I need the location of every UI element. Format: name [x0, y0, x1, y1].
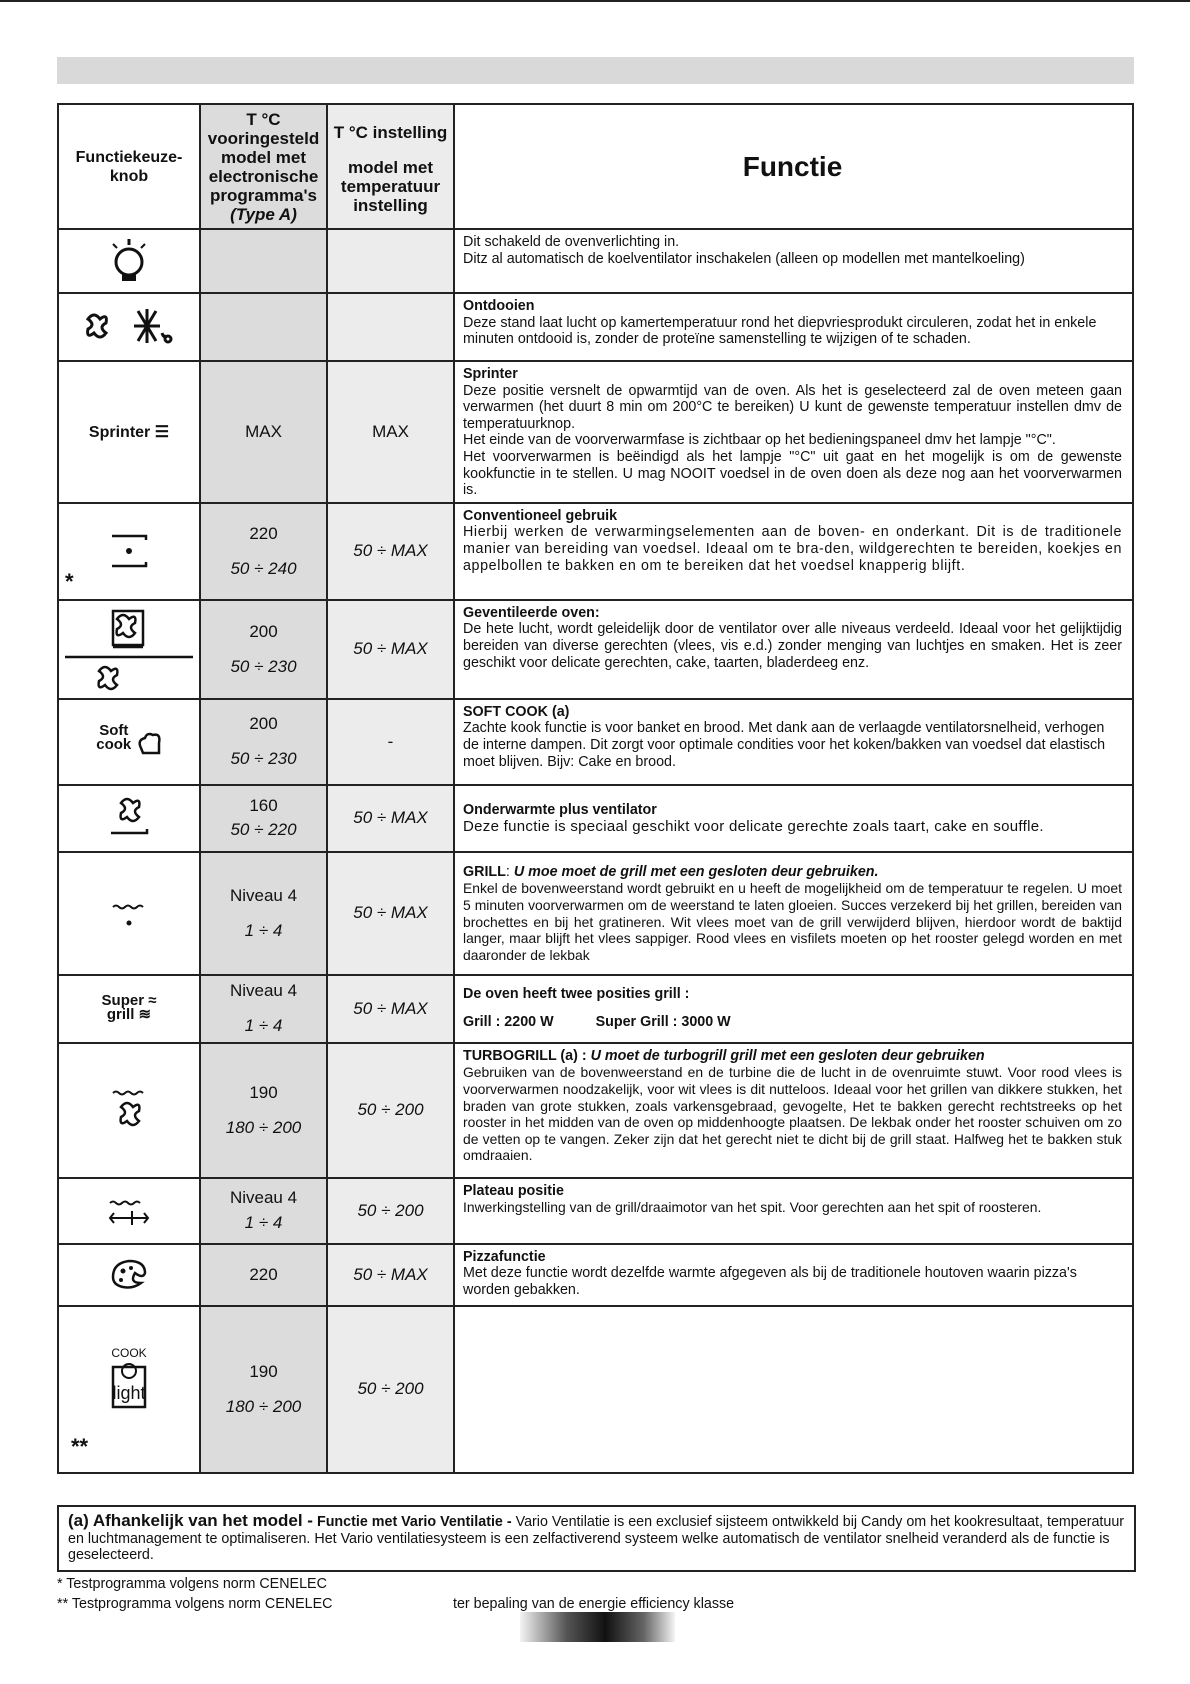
- function-table: [57, 103, 1134, 1474]
- header-setting-label: model met temperatuur instelling: [340, 158, 441, 215]
- footnote-2: ** Testprogramma volgens norm CENELEC: [57, 1596, 333, 1612]
- preset-range: 1 ÷ 4: [244, 1213, 283, 1233]
- row-text: Hierbij werken de verwarmingselementen aan de boven- en onderkant. Dit is de traditionele manier van bereiding van voedsel. Ideaal om te bra-den, wildgerechten te bereiden, koekjes en appelbollen te bakken en om te bereiken dat het voedsel knapperig blijft.: [463, 524, 1122, 574]
- table-row: [58, 975, 1133, 1043]
- footnote-1: * Testprogramma volgens norm CENELEC: [57, 1576, 327, 1592]
- note-text: Vario Ventilatie is een exclusief sijsteem ontwikkeld bij Candy om het kookresultaat, temperatuur en luchtmanagement te optimaliseren. Het Vario ventilatiesysteem is een zelfactiverend systeem welke automatisch de ventilator snelheid veranderd als de functie is geselecteerd.: [68, 1514, 1125, 1563]
- header-preset-type: (Type A): [230, 204, 297, 224]
- row-title-bold: TURBOGRILL (a) :: [463, 1047, 587, 1064]
- table-header-row: [58, 104, 1133, 229]
- row-text: Deze positie versnelt de opwarmtijd van de oven. Als het is geselecteerd zal de oven meteen gaan verwarmen (het duurt 8 min om 200°C te bereiken) U kunt de gewenste temperatuur instellen dmv de temperatuurknop. Het einde van de voorverwarmfase is zichtbaar op het bedieningspaneel dmv het lampje "°C". Het voorverwarmen is beëindigd als het lampje "°C" uit gaat en het mogelijk is om de gewenste kookfunctie in te stellen. U mag NOOIT voedsel in de oven doen als deze nog aan het voorverwarmen is.: [463, 382, 1122, 499]
- table-row: [58, 1043, 1133, 1178]
- setting-range: MAX: [372, 421, 409, 441]
- row-title-italic: U moet de turbogrill grill met een gesloten deur gebruiken: [590, 1047, 985, 1064]
- row-text: Deze stand laat lucht op kamertemperatuur rond het diepvriesprodukt circuleren, zodat het in enkele minuten ontdooid is, zonder de proteïne samenstelling te wijzigen of te schaden.: [463, 314, 1097, 348]
- table-row: [58, 1178, 1133, 1244]
- setting-range: 50 ÷ MAX: [353, 639, 428, 659]
- header-function: Functie: [454, 104, 1133, 229]
- row-title: [463, 1048, 1122, 1065]
- table-row: [58, 600, 1133, 699]
- setting-range: 50 ÷ MAX: [353, 541, 428, 561]
- row-text: Gebruiken van de bovenweerstand en de turbine die de lucht in de ovenruimte stuwt. Voor rood vlees is voorverwarmen noodzakelijk, voor wit vlees is dit nutteloos. Ideaal voor het grillen van dikkere stukken, het braden van grote stukken, zoals varkensgebraad, gevogelte, Het te bakken gerecht rechtstreeks op het rooster in het midden van de oven op middenhoogte plaatsen. De lekbak onder het rooster schuiven om zo de vetten op te vangen. Zeker zijn dat het gerecht niet te dicht bij de grill staat. Halfweg het te bakken stuk omdraaien.: [463, 1064, 1122, 1164]
- row-title-italic: U moe moet de grill met een gesloten deur gebruiken.: [513, 863, 879, 880]
- pizza-icon: [107, 1255, 151, 1295]
- lamp-icon: [107, 236, 151, 286]
- row-title: Sprinter: [463, 366, 518, 382]
- preset-range: 50 ÷ 230: [230, 656, 297, 676]
- table-row: [58, 293, 1133, 361]
- header-knob: Functiekeuze-knob: [58, 104, 200, 229]
- soft-cook-icon-label-2: cook: [96, 735, 132, 753]
- setting-range: 50 ÷ MAX: [353, 808, 428, 828]
- defrost-icon: [74, 305, 184, 349]
- turbogrill-icon: [107, 1085, 151, 1135]
- table-row: [58, 361, 1133, 503]
- row-title: Onderwarmte plus ventilator: [463, 802, 657, 819]
- super-grill-icon: Super ≈ grill ≋: [101, 991, 157, 1023]
- table-row: [58, 1306, 1133, 1473]
- page-tab: [520, 1612, 675, 1642]
- row-text: Deze functie is speciaal geschikt voor delicate gerechte zoals taart, cake en souffle.: [463, 817, 1044, 835]
- preset-temp: 160: [249, 796, 278, 816]
- preset-temp: 200: [249, 621, 278, 641]
- super-grill-icon-label-2: grill: [106, 1005, 135, 1023]
- table-row: [58, 852, 1133, 975]
- setting-range: 50 ÷ 200: [357, 1379, 424, 1399]
- cook-light-icon-label-1: COOK: [111, 1346, 147, 1361]
- row-title: Ontdooien: [463, 298, 535, 314]
- row-title: SOFT COOK (a): [463, 703, 570, 720]
- note-heading: (a) Afhankelijk van het model -: [68, 1511, 313, 1530]
- vario-note: [57, 1505, 1136, 1572]
- row-text: De hete lucht, wordt geleidelijk door de ventilator over alle niveaus verdeeld. Ideaal voor het gelijktijdig bereiden van diverse gerechten (vlees, vis e.d.) zonder menging van luchtjes en smaken. Het is zeer geschikt voor delicate gerechten, cake, taarten, bladerdeeg enz.: [463, 621, 1122, 671]
- row-text: Met deze functie wordt dezelfde warmte afgegeven als bij de traditionele houtoven waarin pizza's worden gebakken.: [463, 1265, 1077, 1298]
- table-row: [58, 785, 1133, 852]
- preset-temp: Niveau 4: [229, 885, 298, 905]
- top-rule: [0, 0, 1190, 2]
- preset-temp: 220: [249, 523, 278, 543]
- header-preset: [200, 104, 327, 229]
- grill-icon: [107, 893, 151, 933]
- fan-oven-icon: [61, 603, 197, 695]
- preset-range: 180 ÷ 200: [225, 1117, 302, 1137]
- preset-range: 50 ÷ 220: [230, 820, 297, 840]
- cook-light-icon-label-2: light: [112, 1383, 146, 1404]
- preset-range: 1 ÷ 4: [244, 920, 283, 940]
- star-mark: *: [65, 568, 74, 594]
- row-title: Conventioneel gebruik: [463, 507, 618, 524]
- row-title: Geventileerde oven:: [463, 604, 600, 621]
- super-grill-icon-label-1: Super: [101, 991, 145, 1009]
- soft-cook-icon-label-1: Soft: [99, 721, 129, 739]
- preset-range: 50 ÷ 230: [230, 749, 297, 769]
- row-title-bold: GRILL: [463, 863, 506, 880]
- setting-range: 50 ÷ 200: [357, 1200, 424, 1220]
- setting-range: 50 ÷ 200: [357, 1100, 424, 1120]
- grill-power: Grill : 2200 W: [463, 1014, 554, 1031]
- preset-range: 1 ÷ 4: [244, 1016, 283, 1036]
- table-row: [58, 503, 1133, 600]
- cook-light-icon: [99, 1345, 159, 1415]
- row-title: GRILL: U moe moet de grill met een gesloten deur gebruiken.: [463, 863, 879, 880]
- preset-temp: 200: [249, 714, 278, 734]
- header-setting-unit: T °C instelling: [333, 123, 448, 142]
- note-subheading: Functie met Vario Ventilatie -: [316, 1514, 512, 1530]
- sprinter-icon-label: Sprinter: [88, 423, 151, 441]
- header-setting: [327, 104, 454, 229]
- preset-range: 180 ÷ 200: [225, 1396, 302, 1416]
- table-row: [58, 699, 1133, 785]
- row-text: Dit schakeld de ovenverlichting in. Ditz al automatisch de koelventilator inschakelen (alleen op modellen met mantelkoeling): [463, 234, 1025, 267]
- preset-range: 50 ÷ 240: [230, 558, 297, 578]
- row-text: Inwerkingstelling van de grill/draaimotor van het spit. Voor gerechten aan het spit of roosteren.: [463, 1199, 1042, 1216]
- super-grill-power: Super Grill : 3000 W: [595, 1014, 731, 1031]
- soft-cook-icon: [96, 721, 132, 753]
- preset-temp: MAX: [245, 421, 282, 441]
- star-mark: **: [71, 1433, 89, 1459]
- preset-temp: Niveau 4: [229, 981, 298, 1001]
- preset-temp: 190: [249, 1361, 278, 1381]
- preset-temp: 190: [249, 1082, 278, 1102]
- setting-range: -: [387, 731, 394, 751]
- rotisserie-icon: [104, 1191, 154, 1231]
- row-text: Zachte kook functie is voor banket en brood. Met dank aan de verlaagde ventilatorsnelheid, verhogen de interne dampen. Dit zorgt voor optimale condities voor het koken/bakken van voedsel dat elastisch moet blijven. Bijv: Cake en brood.: [463, 720, 1106, 770]
- row-title: Plateau positie: [463, 1182, 564, 1199]
- header-band: [57, 57, 1134, 84]
- table-row: [58, 1244, 1133, 1306]
- table-row: [58, 229, 1133, 293]
- row-title: De oven heeft twee posities grill :: [463, 985, 690, 1002]
- setting-range: 50 ÷ MAX: [353, 903, 428, 923]
- header-preset-label: vooringesteld model met electronische programma's: [207, 128, 320, 205]
- setting-range: 50 ÷ MAX: [353, 998, 428, 1018]
- footnote-2-tail: ter bepaling van de energie efficiency klasse: [453, 1596, 735, 1612]
- chef-hat-icon: [136, 730, 162, 760]
- conventional-icon: [104, 526, 154, 576]
- bottom-fan-icon: [107, 793, 151, 843]
- setting-range: 50 ÷ MAX: [353, 1264, 428, 1284]
- row-text: Enkel de bovenweerstand wordt gebruikt en u heeft de mogelijkheid om de temperatuur te regelen. U moet 5 minuten voorverwarmen om de weerstand te laten gloeien. Succes verzekerd bij het grillen, bereiden van brochettes en bij het gratineren. Wit vlees moet van de grill verwijderd blijven, hierdoor wordt de baktijd langer, maar blijft het vlees sappiger. Rood vlees en visfilets moeten op het rooster gelegd worden en met daaronder de lekbak: [463, 880, 1122, 963]
- preset-temp: 220: [249, 1264, 278, 1284]
- header-preset-unit: T °C: [246, 109, 281, 129]
- grill-powers: [463, 1014, 1122, 1031]
- sprinter-icon: Sprinter ☰: [88, 423, 170, 441]
- preset-temp: Niveau 4: [229, 1188, 298, 1208]
- row-title: Pizzafunctie: [463, 1248, 546, 1265]
